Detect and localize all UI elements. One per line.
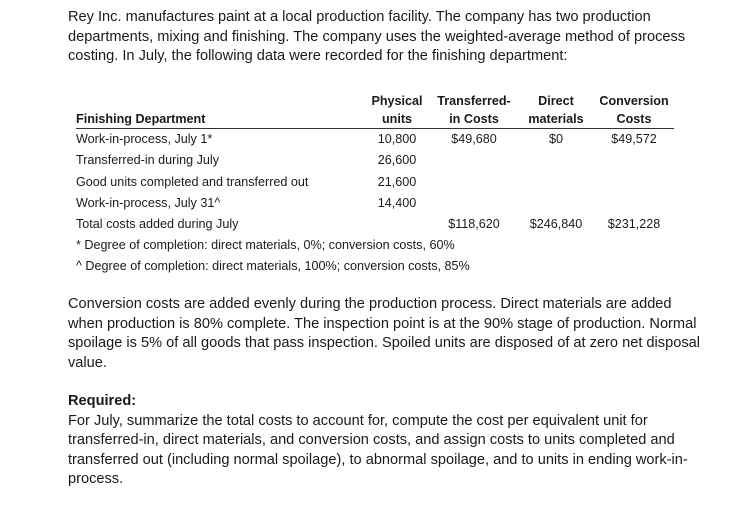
required-heading: Required: (68, 393, 137, 409)
row-good-units-physical: 21,600 (377, 175, 417, 189)
row-label-transferred-in: Transferred-in during July (76, 153, 220, 167)
table-title: Finishing Department (76, 112, 206, 126)
footnote-caret: ^ Degree of completion: direct materials, 100%; conversion costs, 85% (76, 259, 470, 273)
header-direct-line2: materials (528, 112, 584, 126)
header-conversion-line1: Conversion (599, 94, 669, 108)
row-wip-july1-transferred: $49,680 (451, 132, 497, 146)
header-physical-line2: units (381, 112, 413, 126)
row-label-wip-july31: Work-in-process, July 31^ (76, 196, 221, 210)
row-total-costs-conversion: $231,228 (607, 217, 661, 231)
header-conversion-line2: Costs (616, 112, 652, 126)
row-wip-july1-physical: 10,800 (377, 132, 417, 146)
header-underline (76, 128, 674, 129)
row-total-costs-transferred: $118,620 (448, 217, 500, 231)
process-description-paragraph: Conversion costs are added evenly during the production process. Direct materials are added when production is 80% complete. The inspection point is at the 90% stage of production. Normal spoilage is 5% of all goods that pass inspection. Spoiled units are disposed of at zero net disposal value. (68, 296, 700, 371)
row-transferred-in-physical: 26,600 (377, 153, 417, 167)
row-wip-july1-direct: $0 (548, 132, 563, 146)
required-body: For July, summarize the total costs to account for, compute the cost per equivalent unit for transferred-in, direct materials, and conversion costs, and assign costs to units completed and transferred out (including normal spoilage), to abnormal spoilage, and to units in ending work-in-process. (68, 412, 688, 487)
row-wip-july1-conversion: $49,572 (611, 132, 657, 146)
header-transferred-line1: Transferred- (437, 94, 511, 108)
footnote-asterisk: * Degree of completion: direct materials, 0%; conversion costs, 60% (76, 238, 455, 252)
row-total-costs-direct: $246,840 (529, 217, 583, 231)
required-section (68, 392, 708, 490)
row-label-good-units: Good units completed and transferred out (76, 175, 309, 189)
header-direct-line1: Direct (538, 94, 574, 108)
row-label-total-costs: Total costs added during July (76, 217, 239, 231)
header-physical-line1: Physical (371, 94, 423, 108)
row-wip-july31-physical: 14,400 (377, 196, 417, 210)
row-label-wip-july1: Work-in-process, July 1* (76, 132, 213, 146)
intro-paragraph: Rey Inc. manufactures paint at a local production facility. The company has two production departments, mixing and finishing. The company uses the weighted-average method of process costing. In July, the following data were recorded for the finishing department: (68, 9, 686, 64)
header-transferred-line2: in Costs (449, 112, 499, 126)
